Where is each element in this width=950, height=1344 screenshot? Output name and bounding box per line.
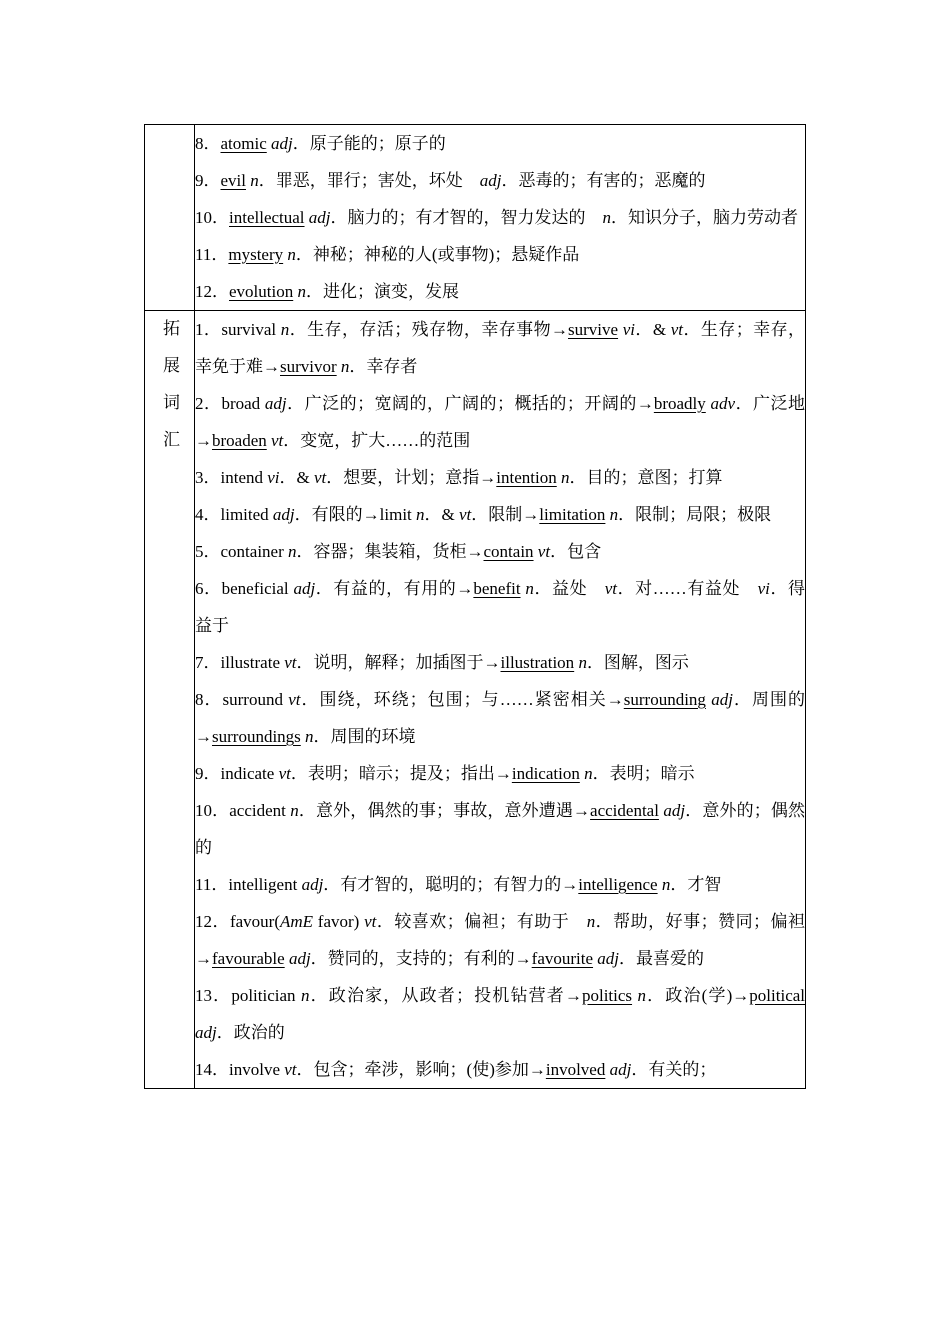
part-of-speech: n xyxy=(578,653,587,672)
entry-text: ．目的；意图；打算 xyxy=(569,468,723,487)
derived-word: involved xyxy=(545,1060,606,1079)
part-of-speech: vt xyxy=(278,764,291,783)
vocab-entry xyxy=(195,755,805,792)
part-of-speech: n xyxy=(661,875,671,894)
derived-word: evil xyxy=(220,171,246,190)
entry-text: ．有才智的，聪明的；有智力的→ xyxy=(323,875,579,894)
part-of-speech: vi xyxy=(757,579,770,598)
part-of-speech: n xyxy=(290,801,299,820)
derived-word: indication xyxy=(511,764,580,783)
entry-text: ．神秘；神秘的人(或事物)；悬疑作品 xyxy=(295,245,580,264)
part-of-speech: n xyxy=(602,208,612,227)
derived-word: intelligence xyxy=(578,875,658,894)
part-of-speech: vt xyxy=(364,912,377,931)
part-of-speech: adj xyxy=(663,801,686,820)
part-of-speech: adj xyxy=(271,134,293,153)
entry-text: 9．indicate xyxy=(195,764,279,783)
entry-text: ．& xyxy=(279,468,315,487)
entry-text: 13．politician xyxy=(195,986,301,1005)
part-of-speech: adj xyxy=(288,949,311,968)
entry-text: ．政治家，从政者；投机钻营者→ xyxy=(309,986,582,1005)
part-of-speech: adj xyxy=(308,208,331,227)
entry-text: ．脑力的；有才智的，智力发达的 xyxy=(330,208,603,227)
entry-text: ．知识分子，脑力劳动者 xyxy=(611,208,799,227)
entry-text: ．意外的；偶然的 xyxy=(195,801,806,857)
part-of-speech: n xyxy=(340,357,350,376)
entry-text: ．对……有益处 xyxy=(617,579,758,598)
part-of-speech: n xyxy=(287,245,296,264)
entry-text: ．容器；集装箱，货柜→ xyxy=(296,542,484,561)
part-of-speech: vt xyxy=(288,690,301,709)
part-of-speech: adj xyxy=(597,949,620,968)
part-of-speech: vt xyxy=(537,542,551,561)
derived-word: accidental xyxy=(590,801,659,820)
vocab-entry xyxy=(195,977,805,1051)
entry-text: ．生存，存活；残存物，幸存事物→ xyxy=(289,320,569,339)
part-of-speech: n xyxy=(300,986,310,1005)
part-of-speech: n xyxy=(637,986,646,1005)
vocab-entry xyxy=(195,162,805,199)
vocab-entry xyxy=(195,570,805,644)
section-label-extended xyxy=(145,311,195,1089)
part-of-speech: adj xyxy=(711,690,733,709)
entry-text: 1．survival xyxy=(195,320,281,339)
vocab-entry xyxy=(195,533,805,570)
part-of-speech: adv xyxy=(710,394,736,413)
entry-text: ．有限的→limit xyxy=(294,505,417,524)
derived-word: intention xyxy=(496,468,557,487)
vocab-entry xyxy=(195,459,805,496)
entry-text: favor) xyxy=(313,912,365,931)
part-of-speech: n xyxy=(609,505,619,524)
entry-text: 6．beneficial xyxy=(195,579,294,598)
part-of-speech: vt xyxy=(604,579,618,598)
section-row-extended xyxy=(145,311,806,1089)
section-label-text: 拓展词汇 xyxy=(160,319,179,467)
entry-text: 7．illustrate xyxy=(195,653,285,672)
vocab-entry xyxy=(195,792,805,866)
entry-text: 8． xyxy=(195,134,221,153)
part-of-speech: vt xyxy=(284,653,297,672)
vocab-entry xyxy=(195,236,805,273)
entry-text: ．生存；幸存，幸免于难→ xyxy=(195,320,805,376)
entry-text: 8．surround xyxy=(195,690,289,709)
vocab-entry xyxy=(195,496,805,533)
derived-word: illustration xyxy=(500,653,575,672)
part-of-speech: n xyxy=(297,282,306,301)
entry-text: ．图解，图示 xyxy=(586,653,689,672)
entry-text: ．政治(学)→ xyxy=(645,986,750,1005)
entry-text: 10． xyxy=(195,208,229,227)
section-label-cell xyxy=(145,125,195,311)
part-of-speech: n xyxy=(416,505,425,524)
entry-text: 10．accident xyxy=(195,801,291,820)
entry-text: ．限制→ xyxy=(471,505,540,524)
vocab-entry xyxy=(195,1051,805,1088)
entry-text: ．围绕，环绕；包围；与……紧密相关→ xyxy=(300,690,624,709)
derived-word: surroundings xyxy=(212,727,301,746)
entry-text: ．包含；牵涉，影响；(使)参加→ xyxy=(296,1060,546,1079)
part-of-speech: adj xyxy=(195,1023,217,1042)
entry-text: ．较喜欢；偏袒；有助于 xyxy=(376,912,587,931)
entry-text: ．进化；演变，发展 xyxy=(305,282,459,301)
entry-text: ．政治的 xyxy=(216,1023,285,1042)
entry-text: ．限制；局限；极限 xyxy=(618,505,772,524)
part-of-speech: n xyxy=(586,912,596,931)
entry-text: ．变宽，扩大……的范围 xyxy=(283,431,471,450)
entry-text: 9． xyxy=(195,171,221,190)
entry-text: ．赞同的，支持的；有利的→ xyxy=(310,949,532,968)
entry-text: ．原子能的；原子的 xyxy=(292,134,446,153)
derived-word: mystery xyxy=(228,245,284,264)
entry-text: ．包含 xyxy=(550,542,602,561)
entry-text: ．幸存者 xyxy=(349,357,418,376)
part-of-speech: n xyxy=(250,171,259,190)
entry-text: ．周围的→ xyxy=(195,690,805,746)
entry-text: ．表明；暗示 xyxy=(592,764,695,783)
derived-word: politics xyxy=(581,986,633,1005)
part-of-speech: vt xyxy=(284,1060,297,1079)
entry-text: ．表明；暗示；提及；指出→ xyxy=(290,764,512,783)
entry-text: ．& xyxy=(424,505,460,524)
entry-text: ．才智 xyxy=(670,875,722,894)
vocab-entry xyxy=(195,311,805,385)
vocab-entry xyxy=(195,385,805,459)
part-of-speech: adj xyxy=(264,394,287,413)
vocab-entry xyxy=(195,866,805,903)
derived-word: surrounding xyxy=(623,690,706,709)
part-of-speech: adj xyxy=(301,875,324,894)
entry-text: ．想要，计划；意指→ xyxy=(326,468,497,487)
derived-word: broadly xyxy=(653,394,706,413)
derived-word: contain xyxy=(483,542,534,561)
part-of-speech: vi xyxy=(622,320,636,339)
section-row-core xyxy=(145,125,806,311)
derived-word: survivor xyxy=(280,357,337,376)
entry-text: 11．intelligent xyxy=(195,875,302,894)
part-of-speech: n xyxy=(525,579,534,598)
part-of-speech: adj xyxy=(609,1060,632,1079)
part-of-speech: AmE xyxy=(280,912,314,931)
part-of-speech: adj xyxy=(479,171,502,190)
derived-word: benefit xyxy=(473,579,521,598)
section-content-extended xyxy=(195,311,806,1089)
entry-text: ．有关的； xyxy=(631,1060,717,1079)
entry-text: ．广泛的；宽阔的，广阔的；概括的；开阔的→ xyxy=(286,394,654,413)
entry-text: ．周围的环境 xyxy=(313,727,416,746)
entry-text: ．最喜爱的 xyxy=(619,949,705,968)
entry-text: 4．limited xyxy=(195,505,273,524)
vocab-entry xyxy=(195,681,805,755)
derived-word: survive xyxy=(568,320,619,339)
vocab-entry xyxy=(195,644,805,681)
part-of-speech: vt xyxy=(670,320,684,339)
entry-text: ．& xyxy=(635,320,671,339)
part-of-speech: n xyxy=(305,727,314,746)
derived-word: political xyxy=(749,986,806,1005)
entry-text: ．得益于 xyxy=(195,579,806,635)
derived-word: limitation xyxy=(539,505,606,524)
vocab-entry xyxy=(195,199,805,236)
part-of-speech: n xyxy=(280,320,290,339)
derived-word: intellectual xyxy=(229,208,305,227)
part-of-speech: vt xyxy=(459,505,472,524)
derived-word: evolution xyxy=(229,282,294,301)
part-of-speech: vt xyxy=(314,468,327,487)
entry-text: ．帮助，好事；赞同；偏袒→ xyxy=(195,912,806,968)
entry-text: ．有益的，有用的→ xyxy=(315,579,474,598)
vocab-entry xyxy=(195,125,805,162)
derived-word: atomic xyxy=(220,134,267,153)
entry-text: ．益处 xyxy=(533,579,605,598)
entry-text: 11． xyxy=(195,245,229,264)
entry-text: ．意外，偶然的事；事故，意外遭遇→ xyxy=(298,801,591,820)
derived-word: favourable xyxy=(212,949,285,968)
derived-word: favourite xyxy=(531,949,594,968)
entry-text: 5．container xyxy=(195,542,288,561)
part-of-speech: n xyxy=(288,542,297,561)
vocabulary-table xyxy=(144,124,806,1089)
part-of-speech: adj xyxy=(293,579,316,598)
entry-text: 2．broad xyxy=(195,394,265,413)
part-of-speech: adj xyxy=(272,505,295,524)
part-of-speech: vi xyxy=(267,468,280,487)
part-of-speech: vt xyxy=(271,431,284,450)
entry-text: 12． xyxy=(195,282,229,301)
section-content-core xyxy=(195,125,806,311)
entry-text: ．罪恶，罪行；害处，坏处 xyxy=(258,171,480,190)
derived-word: broaden xyxy=(212,431,267,450)
part-of-speech: n xyxy=(561,468,570,487)
entry-text: 3．intend xyxy=(195,468,268,487)
entry-text: ．广泛地→ xyxy=(195,394,806,450)
part-of-speech: n xyxy=(584,764,593,783)
vocab-entry xyxy=(195,903,805,977)
entry-text: ．恶毒的；有害的；恶魔的 xyxy=(501,171,706,190)
entry-text: ．说明，解释；加插图于→ xyxy=(296,653,501,672)
entry-text: 14．involve xyxy=(195,1060,285,1079)
entry-text: 12．favour( xyxy=(195,912,281,931)
vocab-entry xyxy=(195,273,805,310)
